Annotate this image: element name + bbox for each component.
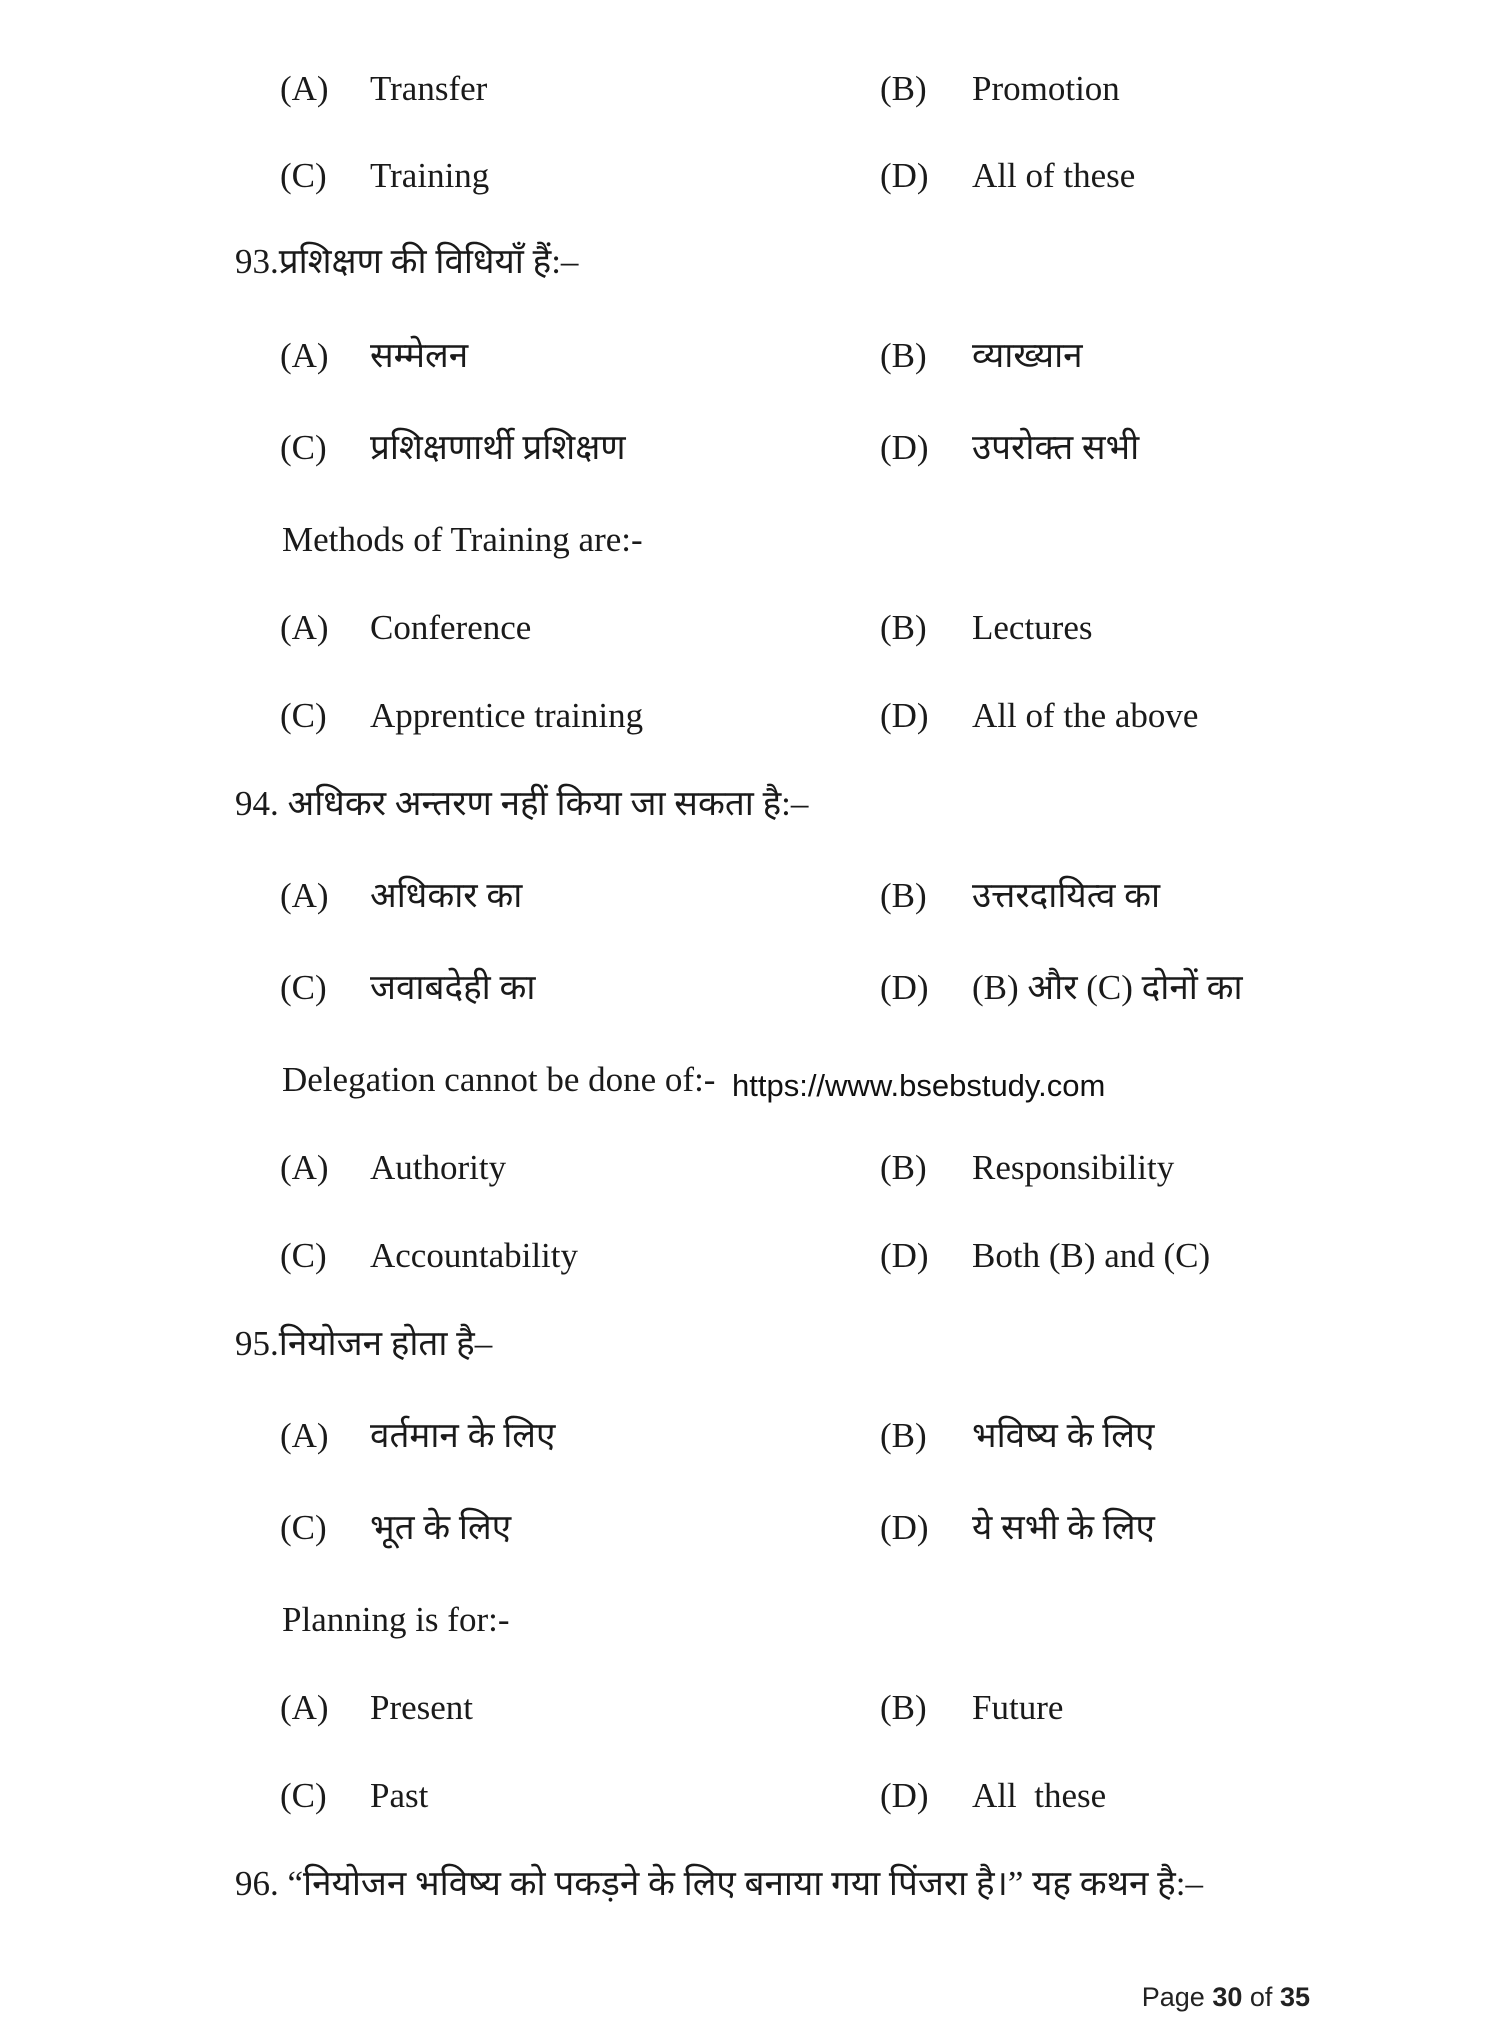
q93-en-option-letter-d: (D) [880, 696, 929, 735]
footer-page-word: Page [1141, 1982, 1205, 2012]
q93-hi-option-letter-c: (C) [280, 428, 327, 467]
q94-hi-option-letter-b: (B) [880, 876, 927, 915]
q93-hi-option-text-d: उपरोक्त सभी [972, 428, 1140, 467]
q94-en-option-text-c: Accountability [370, 1236, 579, 1275]
q94-en-option-letter-b: (B) [880, 1148, 927, 1187]
q94-hi-option-text-c: जवाबदेही का [370, 968, 536, 1007]
option-text-c: Training [370, 156, 490, 195]
q93-en-option-text-d: All of the above [972, 696, 1199, 735]
q94-hi-option-text-b: उत्तरदायित्व का [972, 876, 1161, 915]
q93-en-option-letter-b: (B) [880, 608, 927, 647]
q95-hi-option-letter-c: (C) [280, 1508, 327, 1547]
q94-en-option-letter-d: (D) [880, 1236, 929, 1275]
q93-hi-option-text-c: प्रशिक्षणार्थी प्रशिक्षण [370, 428, 626, 467]
q94-en-option-text-b: Responsibility [972, 1148, 1175, 1187]
q95-hi-option-letter-d: (D) [880, 1508, 929, 1547]
footer-of-word: of [1249, 1982, 1273, 2012]
q95-en-option-letter-b: (B) [880, 1688, 927, 1727]
q95-en-option-letter-d: (D) [880, 1776, 929, 1815]
option-text-d: All of these [972, 156, 1136, 195]
q94-en-option-text-d: Both (B) and (C) [972, 1236, 1211, 1275]
option-text-b: Promotion [972, 69, 1120, 108]
q95-hi-option-letter-b: (B) [880, 1416, 927, 1455]
q94-en-option-letter-a: (A) [280, 1148, 329, 1187]
q93-hi-option-text-b: व्याख्यान [972, 336, 1083, 375]
question-94-english: Delegation cannot be done of:- [282, 1060, 716, 1099]
option-text-a: Transfer [370, 69, 488, 108]
q93-hi-option-letter-d: (D) [880, 428, 929, 467]
page-number-footer [1142, 1980, 1310, 2014]
option-letter-a: (A) [280, 69, 329, 108]
q95-en-option-text-c: Past [370, 1776, 429, 1815]
q93-hi-option-letter-a: (A) [280, 336, 329, 375]
q94-hi-option-letter-c: (C) [280, 968, 327, 1007]
question-93-english: Methods of Training are:- [282, 520, 643, 559]
q93-en-option-letter-c: (C) [280, 696, 327, 735]
q95-hi-option-text-a: वर्तमान के लिए [370, 1416, 556, 1455]
footer-total-pages: 35 [1279, 1982, 1310, 2012]
q94-en-option-text-a: Authority [370, 1148, 507, 1187]
question-95-hindi: 95.नियोजन होता है– [235, 1324, 493, 1363]
question-96-hindi: 96. “नियोजन भविष्य को पकड़ने के लिए बनाया गया पिंजरा है।” यह कथन है:– [235, 1864, 1203, 1903]
q94-hi-option-text-a: अधिकार का [370, 876, 523, 915]
q94-hi-option-text-d: (B) और (C) दोनों का [972, 968, 1243, 1007]
q95-en-option-letter-c: (C) [280, 1776, 327, 1815]
q95-en-option-text-b: Future [972, 1688, 1064, 1727]
question-95-english: Planning is for:- [282, 1600, 510, 1639]
q94-hi-option-letter-d: (D) [880, 968, 929, 1007]
q94-hi-option-letter-a: (A) [280, 876, 329, 915]
footer-current-page: 30 [1212, 1982, 1243, 2012]
q93-en-option-text-c: Apprentice training [370, 696, 644, 735]
q93-en-option-text-b: Lectures [972, 608, 1093, 647]
q95-en-option-text-a: Present [370, 1688, 474, 1727]
option-letter-d: (D) [880, 156, 929, 195]
q95-hi-option-text-c: भूत के लिए [370, 1508, 512, 1547]
q95-hi-option-text-d: ये सभी के लिए [972, 1508, 1155, 1547]
option-letter-c: (C) [280, 156, 327, 195]
option-letter-b: (B) [880, 69, 927, 108]
q95-hi-option-text-b: भविष्य के लिए [972, 1416, 1155, 1455]
question-93-hindi: 93.प्रशिक्षण की विधियाँ हैं:– [235, 242, 579, 281]
q93-hi-option-text-a: सम्मेलन [370, 336, 469, 375]
watermark-url: https://www.bsebstudy.com [732, 1068, 1106, 1103]
q93-en-option-letter-a: (A) [280, 608, 329, 647]
q95-en-option-text-d: All these [972, 1776, 1107, 1815]
q95-hi-option-letter-a: (A) [280, 1416, 329, 1455]
q95-en-option-letter-a: (A) [280, 1688, 329, 1727]
q94-en-option-letter-c: (C) [280, 1236, 327, 1275]
q93-en-option-text-a: Conference [370, 608, 532, 647]
question-94-hindi: 94. अधिकर अन्तरण नहीं किया जा सकता है:– [235, 784, 809, 823]
q93-hi-option-letter-b: (B) [880, 336, 927, 375]
